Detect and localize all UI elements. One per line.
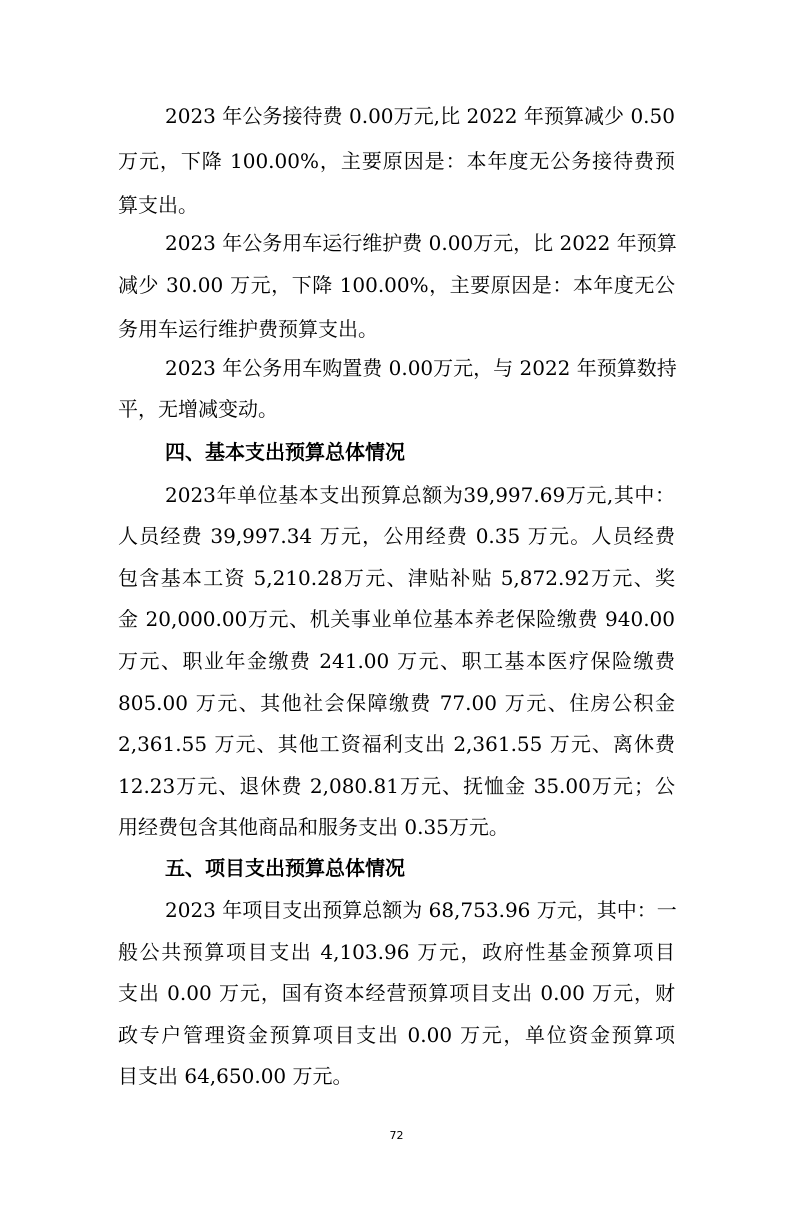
- paragraph-line: 2023 年项目支出预算总额为 68,753.96 万元，其中：一: [165, 898, 677, 922]
- paragraph-line: 2023 年公务用车购置费 0.00万元，与 2022 年预算数持: [165, 356, 677, 380]
- paragraph-line: 政专户管理资金预算项目支出 0.00 万元，单位资金预算项: [118, 1023, 675, 1047]
- paragraph-line: 目支出 64,650.00 万元。: [118, 1064, 353, 1088]
- paragraph-line: 包含基本工资 5,210.28万元、津贴补贴 5,872.92万元、奖: [118, 566, 675, 590]
- paragraph-line: 2023 年公务用车运行维护费 0.00万元，比 2022 年预算: [165, 231, 677, 255]
- paragraph-line: 般公共预算项目支出 4,103.96 万元，政府性基金预算项目: [118, 940, 675, 964]
- paragraph-line: 805.00 万元、其他社会保障缴费 77.00 万元、住房公积金: [118, 691, 675, 715]
- paragraph-line: 算支出。: [118, 193, 198, 217]
- paragraph-line: 金 20,000.00万元、机关事业单位基本养老保险缴费 940.00: [118, 607, 675, 631]
- paragraph-line: 人员经费 39,997.34 万元，公用经费 0.35 万元。人员经费: [118, 524, 675, 548]
- paragraph-line: 平，无增减变动。: [118, 397, 278, 421]
- paragraph-line: 2,361.55 万元、其他工资福利支出 2,361.55 万元、离休费: [118, 732, 675, 756]
- section-heading: 四、基本支出预算总体情况: [165, 440, 405, 464]
- paragraph-line: 万元，下降 100.00%，主要原因是：本年度无公务接待费预: [118, 149, 675, 173]
- paragraph-line: 减少 30.00 万元，下降 100.00%，主要原因是：本年度无公: [118, 273, 675, 297]
- paragraph-line: 支出 0.00 万元，国有资本经营预算项目支出 0.00 万元，财: [118, 981, 675, 1005]
- page-number: 72: [389, 1129, 404, 1142]
- paragraph-line: 2023年单位基本支出预算总额为39,997.69万元,其中：: [165, 483, 675, 507]
- paragraph-line: 用经费包含其他商品和服务支出 0.35万元。: [118, 815, 509, 839]
- section-heading: 五、项目支出预算总体情况: [165, 856, 405, 880]
- paragraph-line: 万元、职业年金缴费 241.00 万元、职工基本医疗保险缴费: [118, 649, 675, 673]
- paragraph-line: 12.23万元、退休费 2,080.81万元、抚恤金 35.00万元；公: [118, 774, 675, 798]
- paragraph-line: 2023 年公务接待费 0.00万元,比 2022 年预算减少 0.50: [165, 104, 675, 128]
- paragraph-line: 务用车运行维护费预算支出。: [118, 317, 378, 341]
